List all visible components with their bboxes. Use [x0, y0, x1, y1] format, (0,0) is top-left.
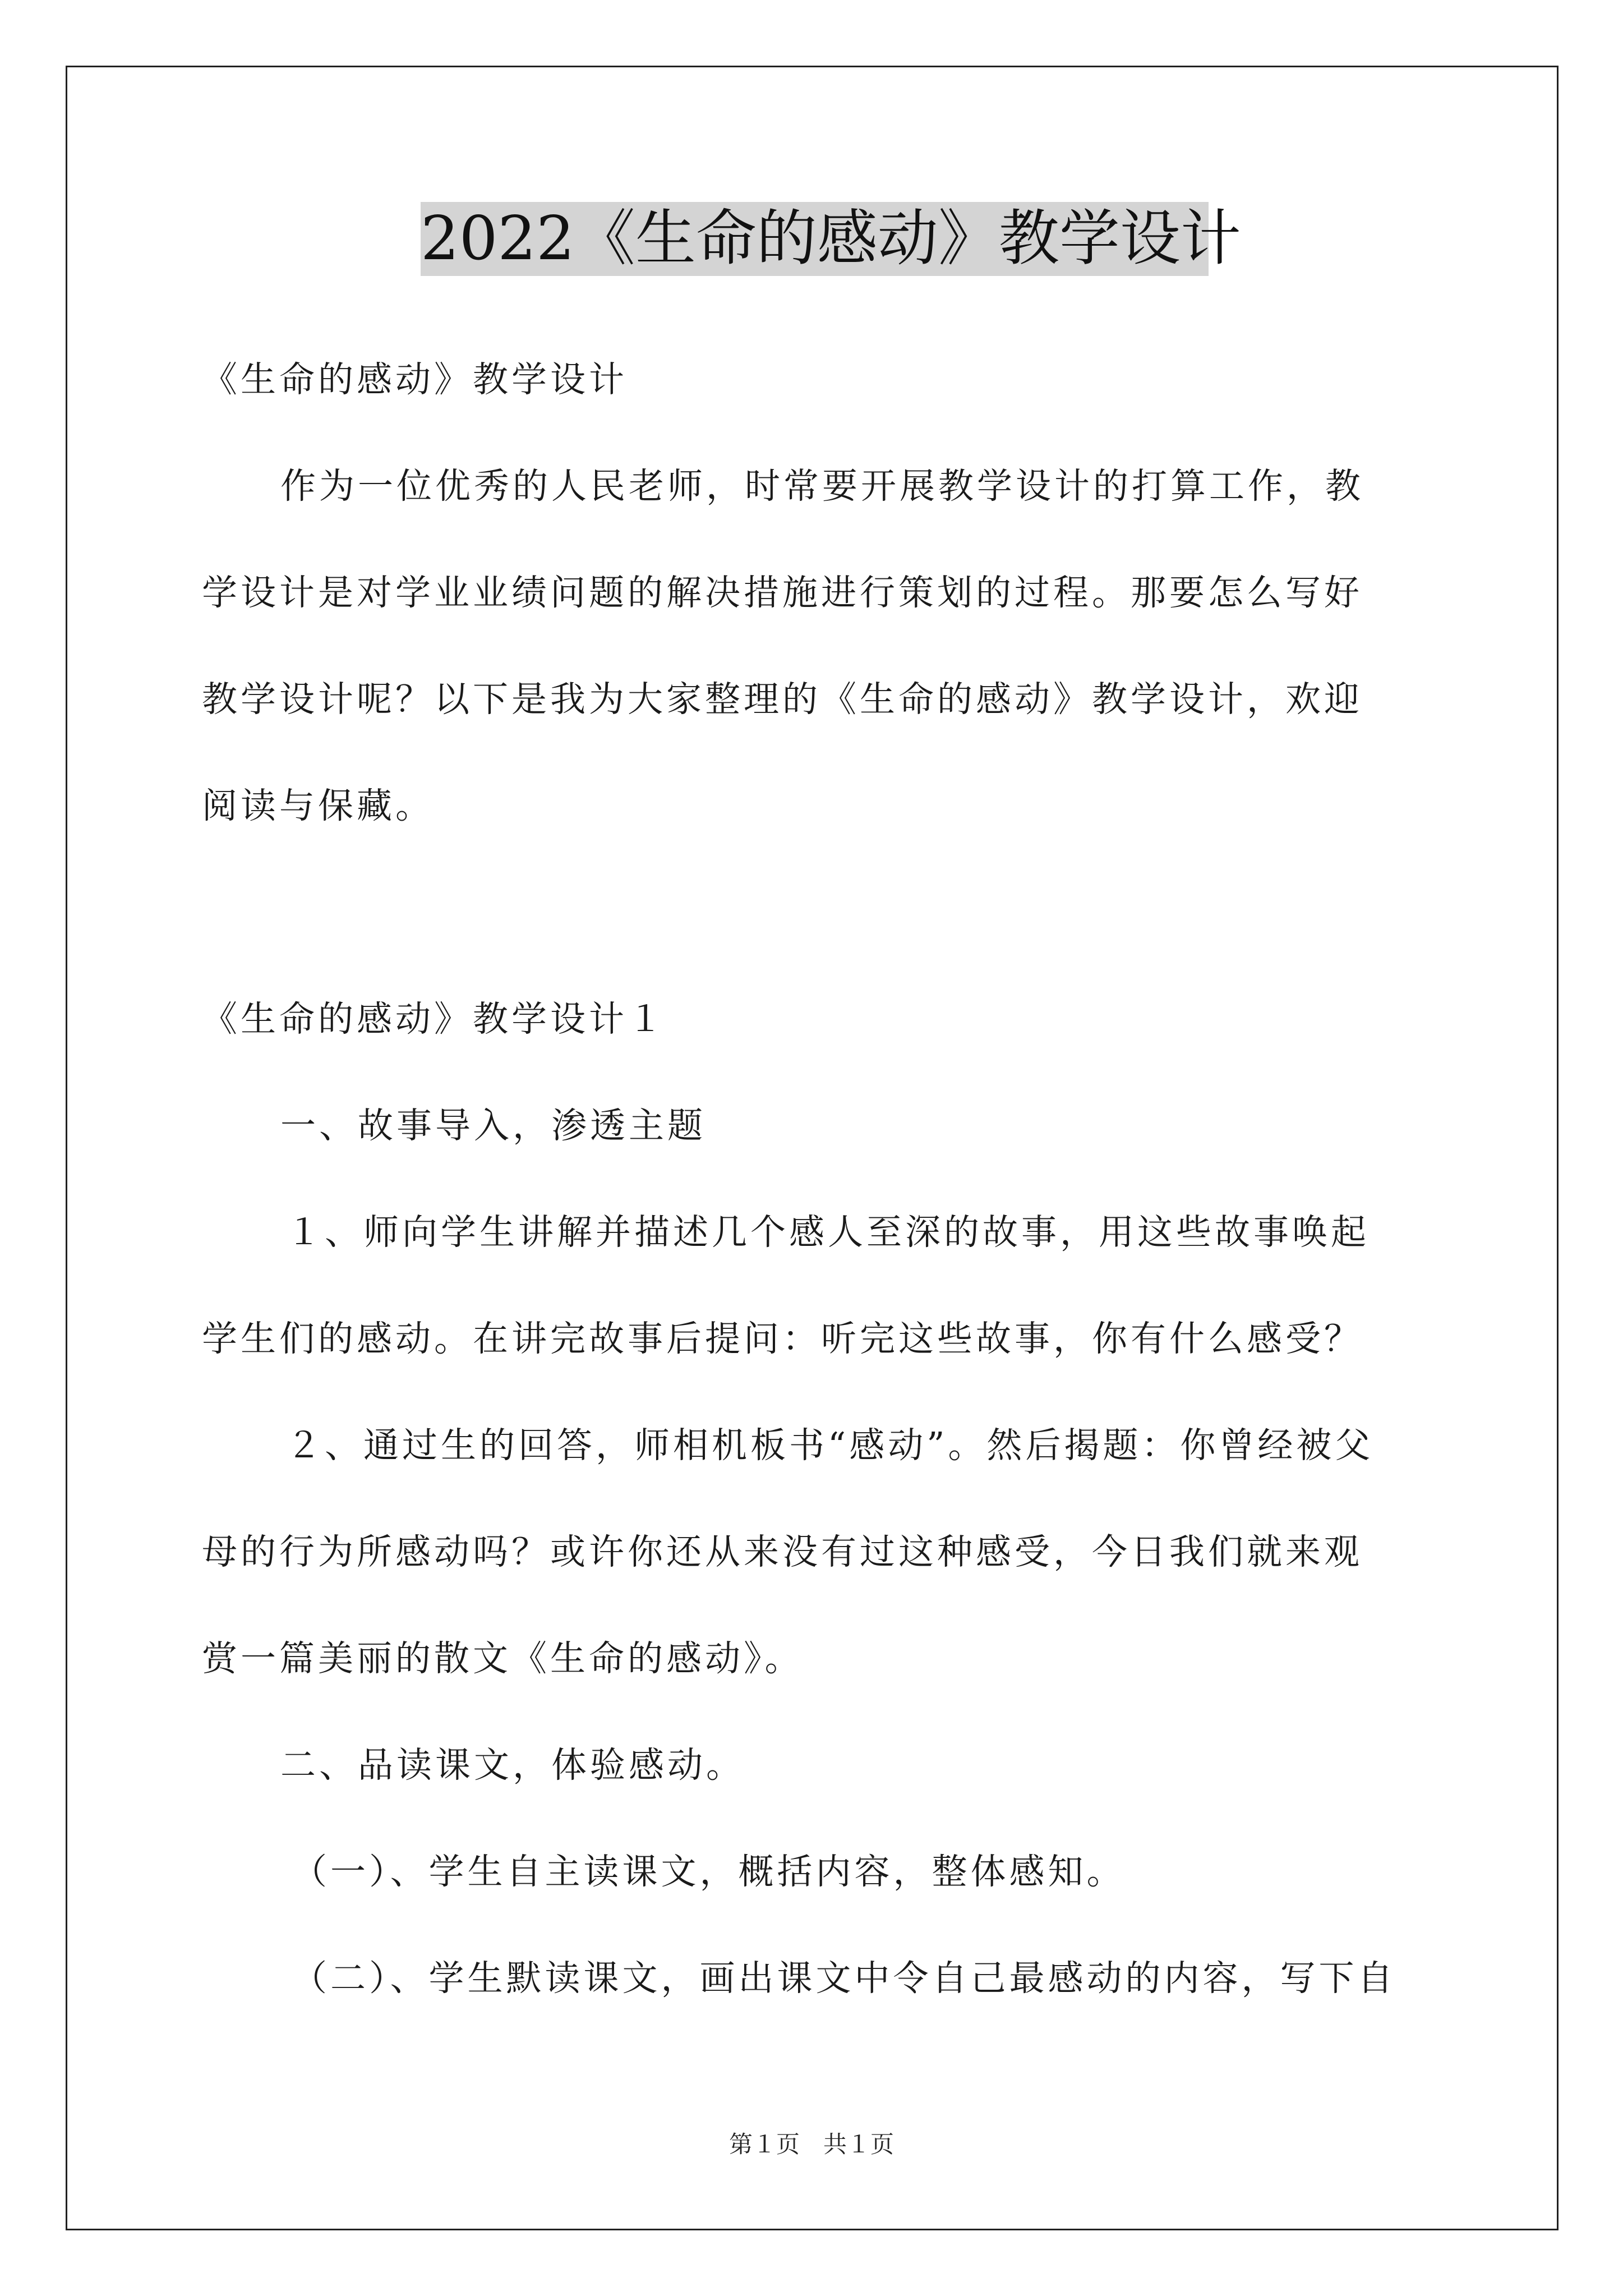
paragraph-line: 教学设计呢？以下是我为大家整理的《生命的感动》教学设计，欢迎 [202, 679, 1363, 720]
paragraph-line: 学设计是对学业业绩问题的解决措施进行策划的过程。那要怎么写好 [202, 572, 1363, 613]
paragraph-line: 阅读与保藏。 [202, 785, 434, 826]
page-number-footer: 第１页 共１页 [728, 2131, 894, 2158]
step-heading: 二、品读课文，体验感动。 [280, 1745, 745, 1786]
paragraph-line: 赏一篇美丽的散文《生命的感动》。 [202, 1638, 804, 1679]
subtitle-line: 《生命的感动》教学设计 [202, 359, 628, 400]
paragraph-line: 母的行为所感动吗？或许你还从来没有过这种感受，今日我们就来观 [202, 1531, 1363, 1572]
section-heading: 《生命的感动》教学设计１ [202, 999, 666, 1039]
step-heading: 一、故事导入，渗透主题 [280, 1105, 706, 1146]
paragraph-line: ２、通过生的回答，师相机板书“感动”。然后揭题：你曾经被父 [286, 1425, 1374, 1466]
paragraph-line: １、师向学生讲解并描述几个感人至深的故事，用这些故事唤起 [286, 1212, 1370, 1253]
paragraph-line: （二）、学生默读课文，画出课文中令自己最感动的内容，写下自 [292, 1958, 1396, 1999]
paragraph-line: （一）、学生自主读课文，概括内容，整体感知。 [292, 1851, 1126, 1892]
document-title: 2022《生命的感动》教学设计 [421, 202, 1209, 276]
paragraph-line: 作为一位优秀的人民老师，时常要开展教学设计的打算工作，教 [280, 466, 1364, 507]
paragraph-line: 学生们的感动。在讲完故事后提问：听完这些故事，你有什么感受？ [202, 1318, 1363, 1359]
